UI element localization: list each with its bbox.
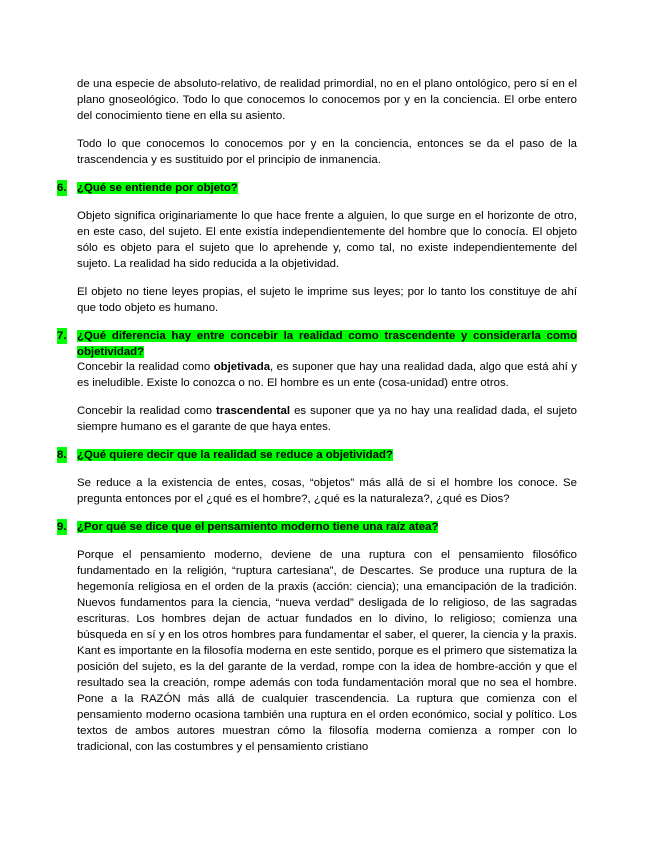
question-6-heading	[57, 180, 577, 196]
paragraph-inmanencia: Todo lo que conocemos lo conocemos por y en la conciencia, entonces se da el paso de la trascendencia y es sustituido por el principio de inmanencia.	[77, 138, 577, 166]
paragraph-absoluto-relativo: de una especie de absoluto-relativo, de realidad primordial, no en el plano ontológico, pero sí en el plano gnoseológico. Todo lo que conocemos lo conocemos por y en la conciencia. El orbe entero del conocimiento tiene en ella su asiento.	[77, 78, 577, 122]
question-7-number: 7.	[57, 330, 67, 342]
question-6-text: ¿Qué se entiende por objeto?	[77, 182, 238, 194]
paragraph-reduccion: Se reduce a la existencia de entes, cosas, “objetos” más allá de si el hombre los conoce. Se pregunta entonces por el ¿qué es el hombre?, ¿qué es la naturaleza?, ¿qué es Dios?	[77, 477, 577, 505]
paragraph-objeto-leyes: El objeto no tiene leyes propias, el sujeto le imprime sus leyes; por lo tanto los constituye de ahí que todo objeto es humano.	[77, 286, 577, 314]
question-7-text: ¿Qué diferencia hay entre concebir la realidad como trascendente y considerarla como objetividad?	[77, 330, 577, 358]
paragraph-objetivada	[77, 359, 577, 391]
question-8-heading	[57, 447, 577, 463]
paragraph-raiz-atea: Porque el pensamiento moderno, deviene de una ruptura con el pensamiento filosófico fundamentado en la religión, “ruptura cartesiana”, de Descartes. Se produce una ruptura de la hegemonía religiosa en el orden de la praxis (acción: ciencia); una emancipación de la tradición. Nuevos fundamentos para la ciencia, “nueva verdad” desligada de lo religioso, de las sagradas escrituras. Los hombres dejan de actuar fundados en lo divino, lo religioso; comienza una búsqueda en sí y en los otros hombres para fundamentar el saber, el querer, la ciencia y la praxis. Kant es importante en la filosofía moderna en este sentido, porque es el primero que sistematiza la posición del sujeto, es la del garante de la verdad, rompe con la idea de hombre-acción y que el resultado sea la creación, rompe además con toda fundamentación moral que no sea el hombre. Pone a la RAZÓN más allá de cualquier trascendencia. La ruptura que comienza con el pensamiento moderno ocasiona también una ruptura en el orden económico, social y político. Los textos de ambos autores muestran cómo la filosofía moderna comienza a romper con lo tradicional, con las costumbres y el pensamiento cristiano	[77, 549, 577, 753]
question-6-number: 6.	[57, 182, 67, 194]
question-9-text: ¿Por qué se dice que el pensamiento moderno tiene una raíz atea?	[77, 521, 439, 533]
question-7-heading	[57, 328, 577, 360]
term-trascendental: trascendental	[215, 405, 291, 417]
paragraph-trascendental-post: es suponer que ya no hay una realidad dada, el sujeto siempre humano es el garante de que haya entes.	[77, 405, 578, 433]
paragraph-trascendental	[77, 403, 577, 435]
paragraph-objetivada-pre: Concebir la realidad como	[77, 361, 214, 373]
paragraph-objetivada-post: , es suponer que hay una realidad dada, algo que está ahí y es ineludible. Existe lo conozca o no. El hombre es un ente (cosa-unidad) entre otros.	[77, 361, 577, 389]
term-objetivada: objetivada	[213, 361, 271, 373]
paragraph-trascendental-pre: Concebir la realidad como	[77, 405, 216, 417]
question-9-number: 9.	[57, 521, 67, 533]
question-8-number: 8.	[57, 449, 67, 461]
paragraph-objeto-definicion: Objeto significa originariamente lo que hace frente a alguien, lo que surge en el horizonte de otro, en este caso, del sujeto. El ente existía independientemente del hombre que lo conocía. El objeto sólo es objeto para el sujeto que lo aprehende y, como tal, no existe independientemente del sujeto. La realidad ha sido reducida a la objetividad.	[77, 210, 577, 270]
question-8-text: ¿Qué quiere decir que la realidad se reduce a objetividad?	[77, 449, 393, 461]
question-9-heading	[57, 519, 577, 535]
